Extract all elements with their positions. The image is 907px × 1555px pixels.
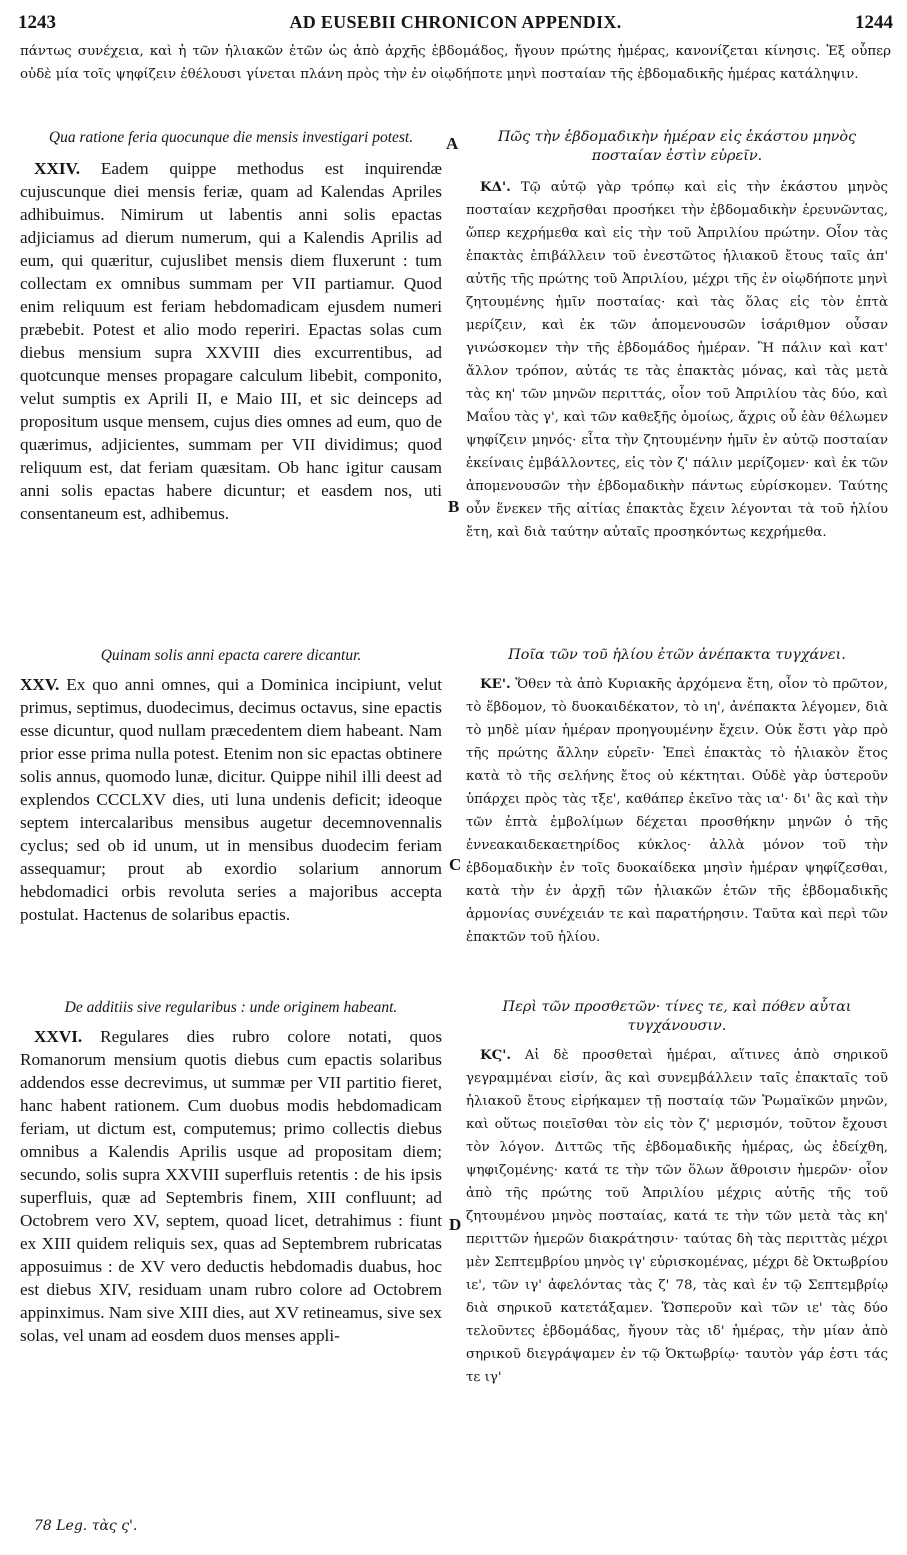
section-text: Eadem quippe methodus est inquirendæ cujuscunque diei mensis feriæ, quam ad Kalendas Apriles adhibuimus. Nimirum ut labentis anni solis epactas adjiciamus ad dierum numerum, qui a Kalendis Aprilis ad eum, qui quæritur, cujuslibet mensis diem fluxerunt : tum collectam ex omnibus summam per VII partiamur. Quod enim reliquum est feriam hebdomadicam ejusdem numeri præbebit. Potest et alio modo reperiri. Epactas solas cum diebus mensium supra XXVIII dies excurrentibus, ad quotcunque menses propagare calculum libebit, componito, velut sumptis ex Aprili II, e Maio III, et sic deinceps ad propositum usque mensem, cujus dies omnes ad eum, quo de quærimus, adjicientes, summam per VII dividimus; quod reliquum est, dat feriam quæsitam. Ob hanc igitur causam anni solis epactas habere dicuntur; et easdem nos, uti consentaneum est, adhibemus. [20,159,442,523]
section-text: Regulares dies rubro colore notati, quos Romanorum mensium quotis diebus cum epactis solaribus addendos esse decrevimus, ut summæ per VII partitio fieret, hanc habent rationem. Cum duobus modis hebdomadicam feriam, ut dictum est, computemus; primo collectis diebus omnibus a Kalendis Aprilis usque ad propositam diem; secundo, solis supra XXVIII superfluis retentis : de his ipsis superfluis, quæ ad Septembris finem, XIII confluunt; ad Octobrem vero XV, septem, quoad licet, detrahimus : fiunt ex XIII quidem reliquis sex, quas ad Septembrem rubricatas apposuimus : de XV vero deductis hebdomadis duabus, hoc est diebus XIV, residuam unam rubro colore ad Octobrem appinximus. Nam sive XIII dies, aut XV retineamus, sive sex solas, vel unam ad eosdem duos menses appli- [20,1027,443,1345]
latin-section-25 [20,646,442,926]
section-text: Τῷ αὐτῷ γὰρ τρόπῳ καὶ εἰς τὴν ἑκάστου μηνὸς ποσταίαν κεχρῆσθαι προσήκει τὴν ἑβδομαδικὴν ἐρευνῶντας, ὥπερ κεχρήμεθα καὶ εἰς τὴν τοῦ Ἀπριλίου πρώτην. Οἷον τὰς ἐπακτὰς ἐπιβάλλειν τοῦ ἐνεστῶτος ἡλιακοῦ ἔτους ταῖς ἀπ' αὐτῆς τῆς πρώτης τοῦ Ἀπριλίου, μέχρι τῆς ἐν οἱῳδήποτε μηνὶ ζητουμένης ἡμῖν ποσταίας· καὶ τὰς ὅλας εἰς τὸν ἑπτὰ μερίζειν, καὶ ἐκ τῶν ἀπομενουσῶν ἰσάριθμον οὖσαν γινώσκομεν τὴν τῆς ἑβδομάδος ἡμέραν. Ἢ πάλιν καὶ κατ' ἄλλον τρόπον, αὐτάς τε τὰς ἐπακτὰς μόνας, καὶ τὰς μετὰ τὰς κη' τῶν μηνῶν περιττάς, οἷον τοῦ Ἀπριλίου τὰς δύο, καὶ Μαΐου τὰς γ', καὶ τῶν καθεξῆς ὁμοίως, ἄχρις οὗ ἐὰν θέλωμεν ψηφίζειν μηνός· εἶτα τὴν ζητουμένην ἡμῖν ἐν αὐτῷ ποσταίαν ἐκείναις ἐμβάλλοντες, εἰς τὸν ζ' πάλιν μερίζομεν· καὶ ἐκ τῶν ἀπομενουσῶν τὴν ἑβδομαδικὴν πάντως εὑρίσκομεν. Ταύτης οὖν ἕνεκεν τῆς αἰτίας ἐπακτὰς ἔχειν λέγονται τὰ τοῦ ἡλίου ἔτη, καὶ διὰ ταύτην αὐταῖς προσηκόντως κεχρήμεθα. [466,180,888,540]
section-number: XXIV. [34,159,81,178]
page-number-right: 1244 [855,12,893,33]
section-paragraph [466,1044,888,1389]
page-number-left: 1243 [18,12,56,33]
continued-greek-text: πάντως συνέχεια, καὶ ἡ τῶν ἡλιακῶν ἐτῶν ὡς ἀπὸ ἀρχῆς ἑβδομάδος, ἤγουν πρώτης ἡμέρας, κανονίζεται κίνησις. Ἐξ οὗπερ οὐδὲ μία τοῖς ψηφίζειν ἐθέλουσι γίνεται πλάνη πρὸς τὴν ἐν οἱῳδήποτε μηνὶ ποσταίαν τῆς ἑβδομαδικῆς ἡμέρας κατάληψιν. [20,44,891,82]
greek-section-26 [466,998,888,1389]
latin-section-24 [20,128,442,525]
margin-letter-c: C [449,855,462,874]
greek-section-25 [466,646,888,949]
section-number: ΚϚ'. [480,1047,512,1063]
margin-letter-a: A [446,134,459,153]
section-title: Περὶ τῶν προσθετῶν· τίνες τε, καὶ πόθεν αὗται τυγχάνουσιν. [502,999,852,1034]
section-paragraph [20,157,442,525]
section-text: Ex quo anni omnes, qui a Dominica incipiunt, velut primus, septimus, duodecimus, decimus octavus, sine epactis esse dicuntur, quod nullam præcedentem diem habeant. Nam prior esse prima nulla potest. Etenim non sic epactas obtinere solis annus, quomodo lunæ, dicitur. Quippe nihil illi deest ad explendos CCCLXV dies, uti luna undenis deficit; ideoque septem intercalaribus mensibus augetur decemnovennalis cyclus; sed ob id unum, ut in mensibus duodecim feriam assequamur; prout ab exordio solarium annorum hebdomadici orbis revoluta series a majoribus accepta postulat. Hactenus de solaribus epactis. [20,675,443,924]
section-number: ΚΕ'. [480,676,511,692]
section-title: Quinam solis anni epacta carere dicantur. [100,647,362,664]
section-title: Πῶς τὴν ἑβδομαδικὴν ἡμέραν εἰς ἑκάστου μηνὸς ποσταίαν ἐστὶν εὑρεῖν. [497,129,857,164]
section-title: Qua ratione feria quocunque die mensis investigari potest. [48,129,414,146]
page-header [18,12,893,38]
running-title: AD EUSEBII CHRONICON APPENDIX. [289,12,622,32]
section-title: Ποῖα τῶν τοῦ ἡλίου ἐτῶν ἀνέπακτα τυγχάνει. [508,647,846,663]
section-paragraph [20,673,442,926]
section-text: Αἱ δὲ προσθεταὶ ἡμέραι, αἵτινες ἀπὸ σηρικοῦ γεγραμμέναι εἰσίν, ἃς καὶ συνεμβάλλειν ταῖς ἐπακταῖς τοῦ ἡλιακοῦ ἔτους εἰρήκαμεν τῇ ποσταίᾳ τῶν Ῥωμαϊκῶν μηνῶν, καὶ οὕτως ποιεῖσθαι τὸν εἰς τὸν ζ' μερισμόν, τοῦτον ἔχουσι τὸν λόγον. Διττῶς τῆς ἑβδομαδικῆς ἡμέρας, ὡς ἐδείχθη, ψηφιζομένης· κατά τε τὴν τῶν ὅλων ἄθροισιν ἡμερῶν· οἷον ἀπὸ τῆς πρώτης τοῦ Ἀπριλίου μέχρις αὐτῆς τῆς τοῦ ζητουμένου μηνὸς ποσταίας, κατά τε τὴν τῶν μετὰ τὰς κη' περιττῶν ἡμερῶν διακράτησιν· ταύτας δὴ τὰς περιττὰς μέχρι μὲν Σεπτεμβρίου μηνὸς ιγ' εὑρισκομένας, μέχρι δὲ Ὀκτωβρίου ιε', τῶν ιγ' ἀφελόντας τὰς ζ' 78, τὰς καὶ ἐν τῷ Σεπτεμβρίῳ διὰ σηρικοῦ κατετάξαμεν. Ὥσπεροῦν καὶ τῶν ιε' τὰς δύο τελοῦντες ἑβδομάδας, ἤγουν τὰς ιδ' ἡμέρας, τὴν μίαν ἀπὸ σηρικοῦ διεγράψαμεν ἐν τῷ Ὀκτωβρίῳ· ταυτὸν γάρ ἐστι τάς τε ιγ' [466,1048,888,1385]
section-paragraph [466,673,888,949]
margin-letter-d: D [449,1215,462,1234]
footnote: 78 Leg. τὰς ς'. [34,1518,138,1534]
section-text: Ὅθεν τὰ ἀπὸ Κυριακῆς ἀρχόμενα ἔτη, οἷον τὸ πρῶτον, τὸ ἕβδομον, τὸ δυοκαιδέκατον, τὸ ιη', ἀνέπακτα λέγομεν, διὰ τὸ μηδὲ μίαν ἡμέραν προηγουμένην ἔχειν. Οὐκ ἔστι γὰρ πρὸ τῆς πρώτης ἄλλην εὑρεῖν· Ἐπεὶ ἐπακτὰς τὸ ἡλιακὸν ἔτος κατὰ τὸ τῆς σελήνης ἔτος οὐ κέκτηται. Οὐδὲ γὰρ ὑστεροῦν ὑπάρχει πρὸς τὰς τξε', καθάπερ ἐκεῖνο τὰς ια'· δι' ἃς καὶ τὴν τῶν ἑπτὰ ἐμβολίμων δέχεται προσθήκην μηνῶν ὁ τῆς ἐννεακαιδεκαετηρίδος κύκλος· ἀλλὰ μόνον τοῦ τὴν ἑβδομαδικὴν ἐν τοῖς δυοκαίδεκα μησὶν ἡμέραν ψηφίζεσθαι, κατὰ τὴν ἐν ἀρχῇ τῶν ἡλιακῶν ἐτῶν τῆς ἑβδομαδικῆς ἁρμονίας συνέχειάν τε καὶ παρατήρησιν. Ταῦτα καὶ περὶ τῶν ἐπακτῶν τοῦ ἡλίου. [466,677,888,945]
section-title: De additiis sive regularibus : unde originem habeant. [64,999,398,1016]
section-paragraph [466,176,888,544]
section-paragraph [20,1025,442,1347]
section-number: XXVI. [34,1027,83,1046]
greek-section-24 [466,128,888,544]
latin-section-26 [20,998,442,1347]
section-number: ΚΔ'. [480,179,511,195]
section-number: XXV. [20,675,60,694]
margin-letter-b: B [448,497,460,516]
